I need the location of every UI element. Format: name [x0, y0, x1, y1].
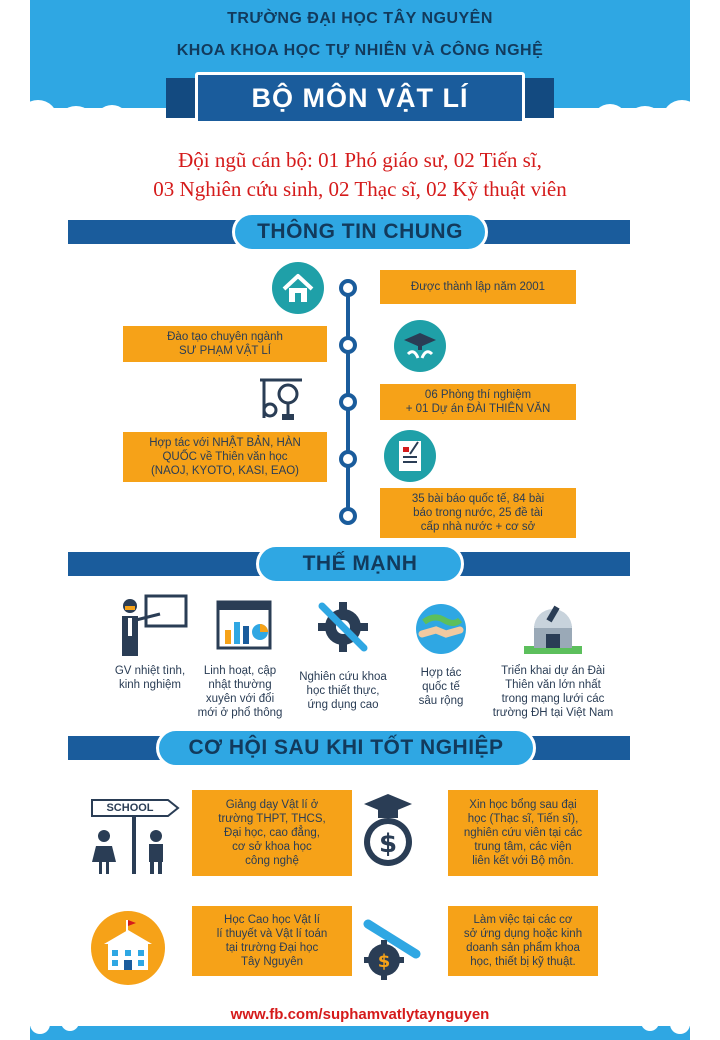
department-banner: BỘ MÔN VẬT LÍ	[195, 72, 525, 124]
strength-line: kinh nghiệm	[118, 679, 181, 691]
teaching-box	[192, 790, 352, 876]
strength-line: Linh hoạt, cập	[203, 665, 277, 677]
strength-line: trường ĐH tại Việt Nam	[492, 707, 614, 719]
cooperation-line: Hợp tác với NHẬT BẢN, HÀN	[149, 437, 301, 449]
timeline-node	[339, 336, 357, 354]
teacher-board-icon	[116, 592, 188, 658]
masters-line: Tây Nguyên	[240, 956, 303, 968]
section-title-opportunities: CƠ HỘI SAU KHI TỐT NGHIỆP	[156, 728, 536, 768]
work-box	[448, 906, 598, 976]
svg-text:$: $	[378, 829, 398, 859]
teaching-line: Đại học, cao đẳng,	[224, 827, 320, 839]
scholarship-line: liên kết với Bộ môn.	[472, 855, 574, 867]
teaching-line: trường THPT, THCS,	[218, 813, 326, 825]
founded-text: Được thành lập năm 2001	[410, 281, 546, 293]
cooperation-box	[123, 432, 327, 482]
svg-text:$: $	[377, 951, 391, 972]
home-icon	[272, 262, 324, 314]
lab-equipment-icon	[256, 378, 306, 422]
work-line: doanh sản phẩm khoa	[466, 942, 580, 954]
globe-handshake-icon	[414, 602, 468, 656]
labs-box	[380, 384, 576, 420]
timeline-node	[339, 450, 357, 468]
strength-line: ứng dụng cao	[307, 699, 379, 711]
publications-line: báo trong nước, 25 đề tài	[413, 507, 543, 519]
footer-cloud-decoration	[0, 1020, 720, 1040]
masters-line: tại trường Đại học	[225, 942, 319, 954]
strength-text-5	[478, 664, 628, 720]
document-icon	[384, 430, 436, 482]
observatory-icon	[520, 598, 586, 658]
staff-line-1: Đội ngũ cán bộ: 01 Phó giáo sư, 02 Tiến sĩ,	[178, 148, 542, 172]
strength-line: mới ở phổ thông	[197, 707, 283, 719]
work-line: học, thiết bị kỹ thuật.	[470, 956, 576, 968]
work-line: sở ứng dụng hoặc kinh	[463, 928, 583, 940]
scholarship-line: trung tâm, các viện	[474, 841, 572, 853]
faculty-name: KHOA KHOA HỌC TỰ NHIÊN VÀ CÔNG NGHỆ	[176, 42, 544, 59]
scholarship-dollar-icon	[356, 790, 420, 870]
school-sign-text: SCHOOL	[106, 802, 154, 814]
masters-line: Học Cao học Vật lí	[224, 914, 320, 926]
work-line: Làm việc tại các cơ	[473, 914, 573, 926]
timeline-node	[339, 393, 357, 411]
teaching-line: công nghệ	[245, 855, 299, 867]
strength-line: học thiết thực,	[306, 685, 380, 697]
staff-line-2: 03 Nghiên cứu sinh, 02 Thạc sĩ, 02 Kỹ thuật viên	[153, 177, 567, 201]
wrench-dollar-gear-icon	[360, 914, 426, 980]
strength-line: xuyên với đổi	[205, 693, 275, 705]
publications-box	[380, 488, 576, 538]
timeline-node	[339, 279, 357, 297]
graduation-cap-icon	[394, 320, 446, 372]
strength-line: Thiên văn lớn nhất	[505, 679, 601, 691]
labs-line: + 01 Dự án ĐÀI THIÊN VĂN	[405, 403, 551, 415]
scholarship-line: nghiên cứu viên tại các	[463, 827, 583, 839]
university-name: TRƯỜNG ĐẠI HỌC TÂY NGUYÊN	[227, 10, 493, 27]
teaching-line: Giảng dạy Vật lí ở	[225, 799, 319, 811]
masters-box	[192, 906, 352, 976]
scholarship-box	[448, 790, 598, 876]
cooperation-line: (NAOJ, KYOTO, KASI, EAO)	[150, 465, 300, 477]
founded-box	[380, 270, 576, 304]
facebook-link[interactable]: www.fb.com/suphamvatlytaynguyen	[230, 1006, 490, 1023]
masters-line: lí thuyết và Vật lí toán	[216, 928, 328, 940]
strength-text-3	[290, 670, 396, 712]
labs-line: 06 Phòng thí nghiệm	[424, 389, 532, 401]
strength-line: Triển khai dự án Đài	[501, 665, 605, 677]
university-building-icon	[90, 910, 166, 986]
gear-wrench-icon	[312, 598, 374, 656]
chart-window-icon	[216, 600, 272, 650]
cooperation-line: QUỐC về Thiên văn học	[162, 451, 288, 463]
school-children-icon	[86, 796, 182, 876]
strength-line: GV nhiệt tình,	[114, 665, 186, 677]
section-title-general: THÔNG TIN CHUNG	[232, 212, 488, 252]
strength-line: quốc tế	[422, 681, 460, 693]
strength-line: nhật thường	[208, 679, 272, 691]
publications-line: 35 bài báo quốc tế, 84 bài	[411, 493, 545, 505]
strength-text-4	[396, 666, 486, 708]
strength-line: Nghiên cứu khoa	[299, 671, 387, 683]
section-title-strengths: THẾ MẠNH	[256, 544, 464, 584]
publications-line: cấp nhà nước + cơ sở	[420, 521, 536, 533]
strength-line: sâu rộng	[418, 695, 464, 707]
teaching-line: cơ sở khoa học	[232, 841, 312, 853]
strength-text-2	[186, 664, 294, 720]
timeline-node	[339, 507, 357, 525]
training-line: Đào tạo chuyên ngành	[167, 331, 283, 343]
scholarship-line: học (Thạc sĩ, Tiến sĩ),	[467, 813, 579, 825]
training-line: SƯ PHẠM VẬT LÍ	[178, 345, 272, 357]
training-box	[123, 326, 327, 362]
scholarship-line: Xin học bổng sau đại	[469, 799, 577, 811]
strength-line: trong mạng lưới các	[501, 693, 605, 705]
strength-line: Hợp tác	[420, 667, 462, 679]
